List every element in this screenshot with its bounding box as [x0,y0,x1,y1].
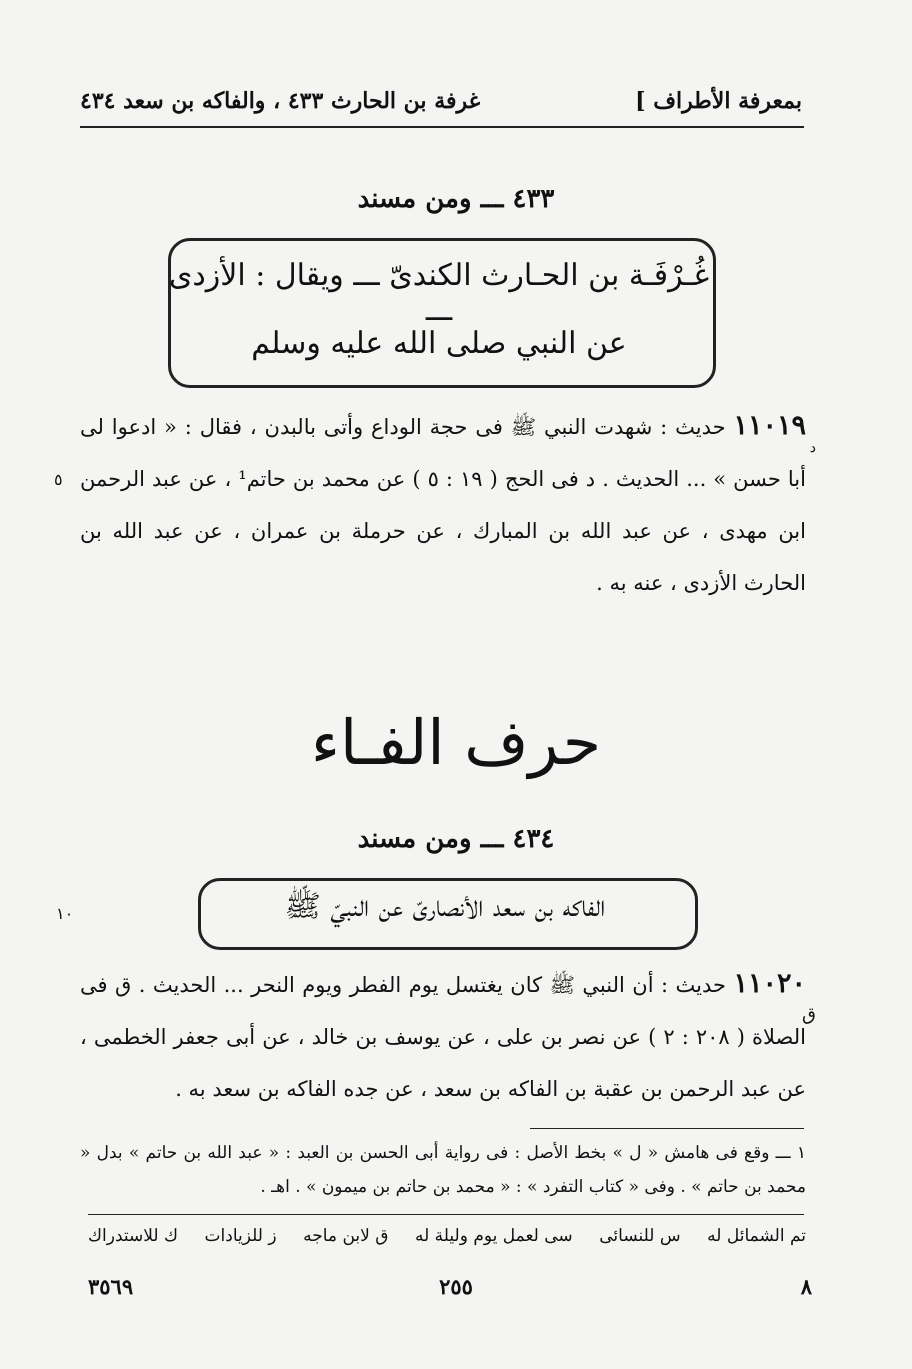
margin-mark: د [809,440,816,456]
section-heading-433: ٤٣٣ ـــ ومن مسند [357,184,555,214]
running-header-left: غرفة بن الحارث ٤٣٣ ، والفاكه بن سعد ٤٣٤ [80,88,481,114]
footnote-rule [530,1128,804,1129]
volume-number: ٨ [800,1274,812,1299]
hadith-11019 [80,400,806,609]
hadith-11020 [80,958,806,1115]
sequence-number: ٣٥٦٩ [88,1274,134,1299]
page-number: ٢٥٥ [439,1274,473,1299]
legend-rule [88,1214,804,1215]
hadith-number: ١١٠١٩ [733,410,806,441]
legend-item: سى لعمل يوم وليلة له [414,1226,573,1246]
legend-item: ز للزيادات [204,1226,277,1246]
hadith-text: حديث : أن النبي ﷺ كان يغتسل يوم الفطر ويوم النحر ... الحديث . ق فى الصلاة ( ٢٠٨ : ٢ ) عن نصر بن على ، عن يوسف بن خالد ، عن أبى جعفر الخطمى ، عن عبد الرحمن بن عقبة بن الفاكه بن سعد ، عن جده الفاكه بن سعد به . [80,973,806,1101]
narrator-name-433: غُـرْفَـة بن الحـارث الكندىّ ـــ ويقال : الأزدى ـــ [168,258,710,328]
header-rule [80,126,804,128]
hadith-text: حديث : شهدت النبي ﷺ فى حجة الوداع وأتى بالبدن ، فقال : « ادعوا لى أبا حسن » ... الحديث . د فى الحج ( ١٩ : ٥ ) عن محمد بن حاتم¹ ، عن عبد الرحمن ابن مهدى ، عن عبد الله بن المبارك ، عن حرملة بن عمران ، عن عبد الله بن الحارث الأزدى ، عنه به . [80,415,806,595]
line-number: ١٠ [56,904,74,923]
legend-item: ق لابن ماجه [303,1226,389,1246]
chapter-title: حرف الفـاء [310,706,602,779]
legend-item: س للنسائى [599,1226,681,1246]
margin-mark: ق [802,1004,816,1025]
running-header-right: بمعرفة الأطراف ] [635,88,802,114]
line-number: ٥ [54,470,63,489]
section-heading-434: ٤٣٤ ـــ ومن مسند [357,824,555,854]
abbreviation-legend [88,1226,806,1246]
narrator-source-433: عن النبي صلى الله عليه وسلم [251,326,627,361]
footnote: ١ ـــ وقع فى هامش « ل » بخط الأصل : فى رواية أبى الحسن بن العبد : « عبد الله بن حاتم » بدل « محمد بن حاتم » . وفى « كتاب التفرد » : « محمد بن حاتم بن ميمون » . اهـ . [80,1143,806,1197]
hadith-number: ١١٠٢٠ [733,968,806,999]
legend-item: تم الشمائل له [707,1226,806,1246]
legend-item: ك للاستدراك [88,1226,178,1246]
narrator-name-434: الفاكه بن سعد الأنصارىّ عن النبيّ ﷺ [284,889,606,924]
